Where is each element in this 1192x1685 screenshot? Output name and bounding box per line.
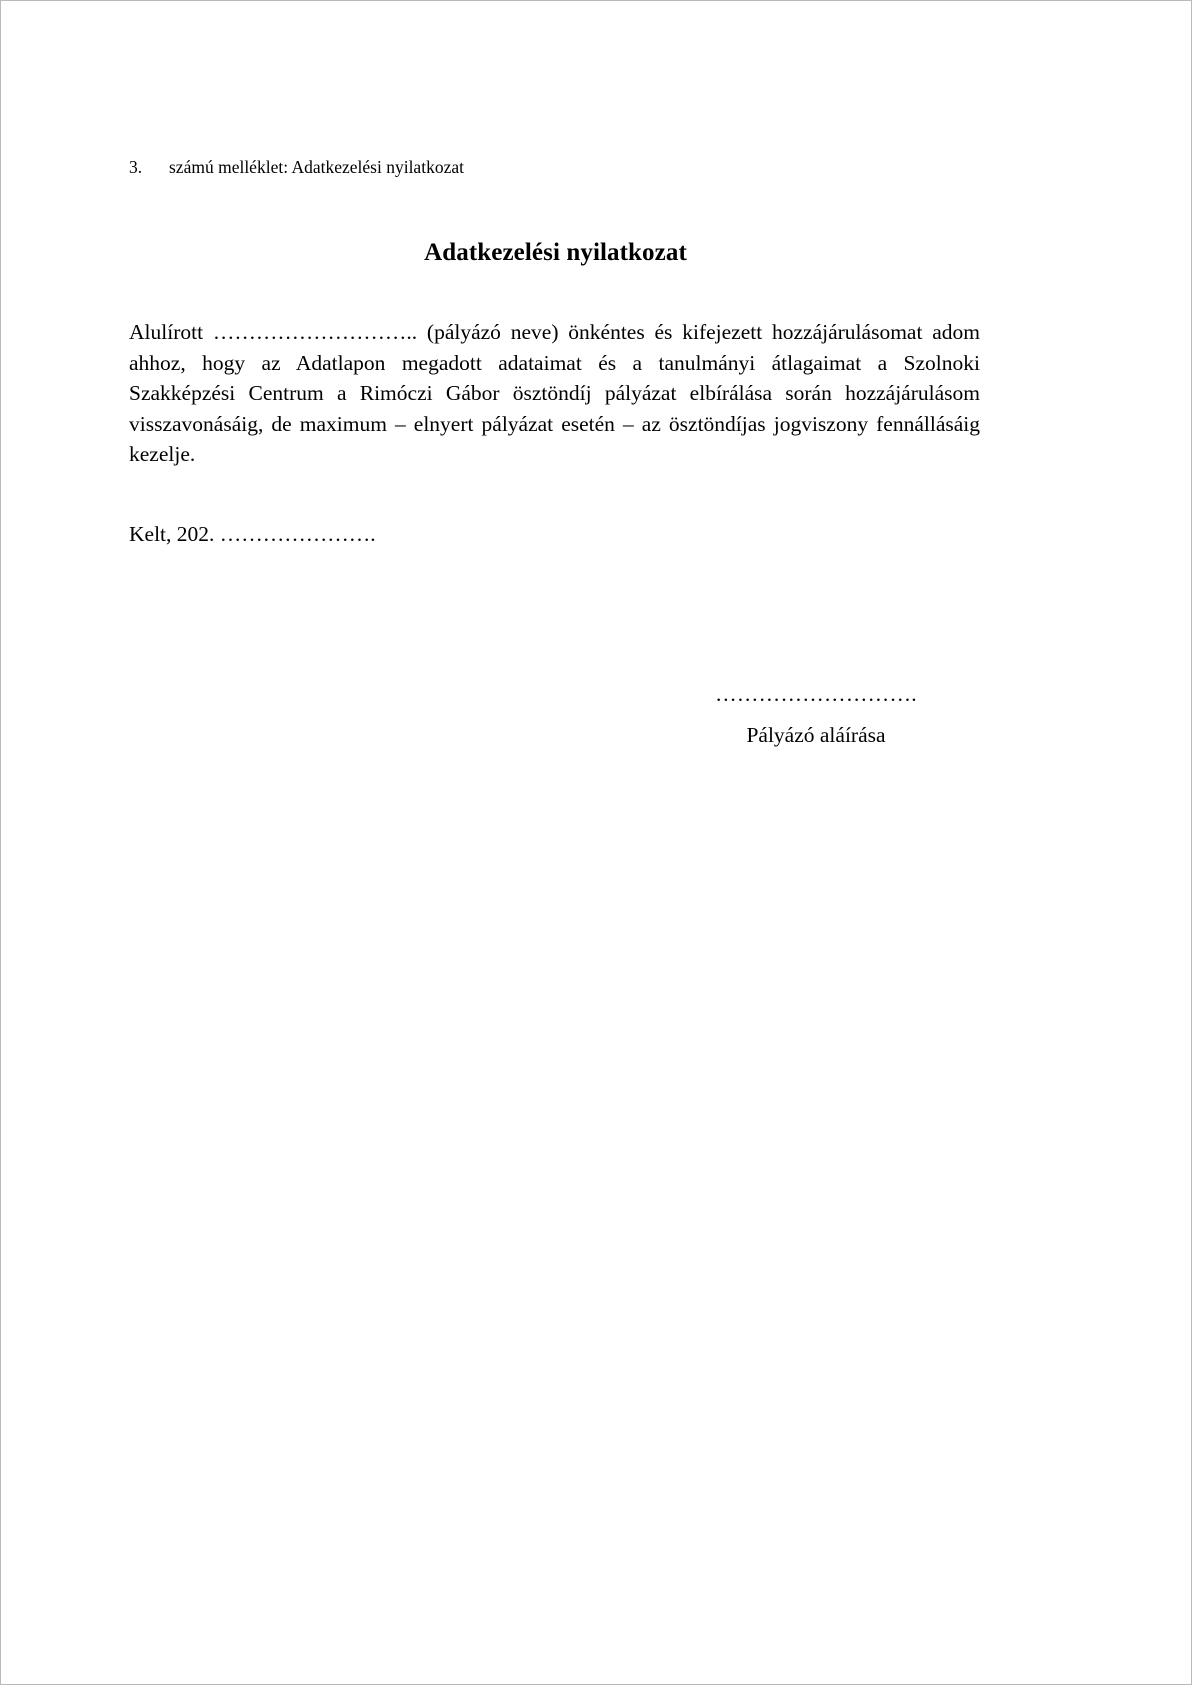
date-line: Kelt, 202. …………………. (129, 522, 376, 546)
paragraph-line: ahhoz, hogy az Adatlapon megadott adataimat és a tanulmányi átlagaimat a Szolnoki (129, 350, 980, 375)
signature-caption: Pályázó aláírása (746, 722, 886, 747)
attachment-number: 3. (129, 157, 143, 177)
signature-line: ………………………. (715, 682, 917, 706)
paragraph-line: visszavonásáig, de maximum – elnyert pályázat esetén – az ösztöndíjas jogviszony fennállásáig (129, 411, 980, 436)
signature-block (651, 679, 981, 750)
declaration-paragraph (129, 317, 980, 470)
attachment-header (129, 156, 982, 178)
paragraph-line: Szakképzési Centrum a Rimóczi Gábor ösztöndíj pályázat elbírálása során hozzájárulásom (129, 381, 980, 406)
paragraph-line: Alulírott ……………………….. (pályázó neve) önkéntes és kifejezett hozzájárulásomat adom (129, 320, 980, 344)
paragraph-line: kezelje. (129, 442, 196, 467)
attachment-label: számú melléklet: Adatkezelési nyilatkozat (169, 157, 464, 177)
page-title: Adatkezelési nyilatkozat (424, 239, 687, 266)
